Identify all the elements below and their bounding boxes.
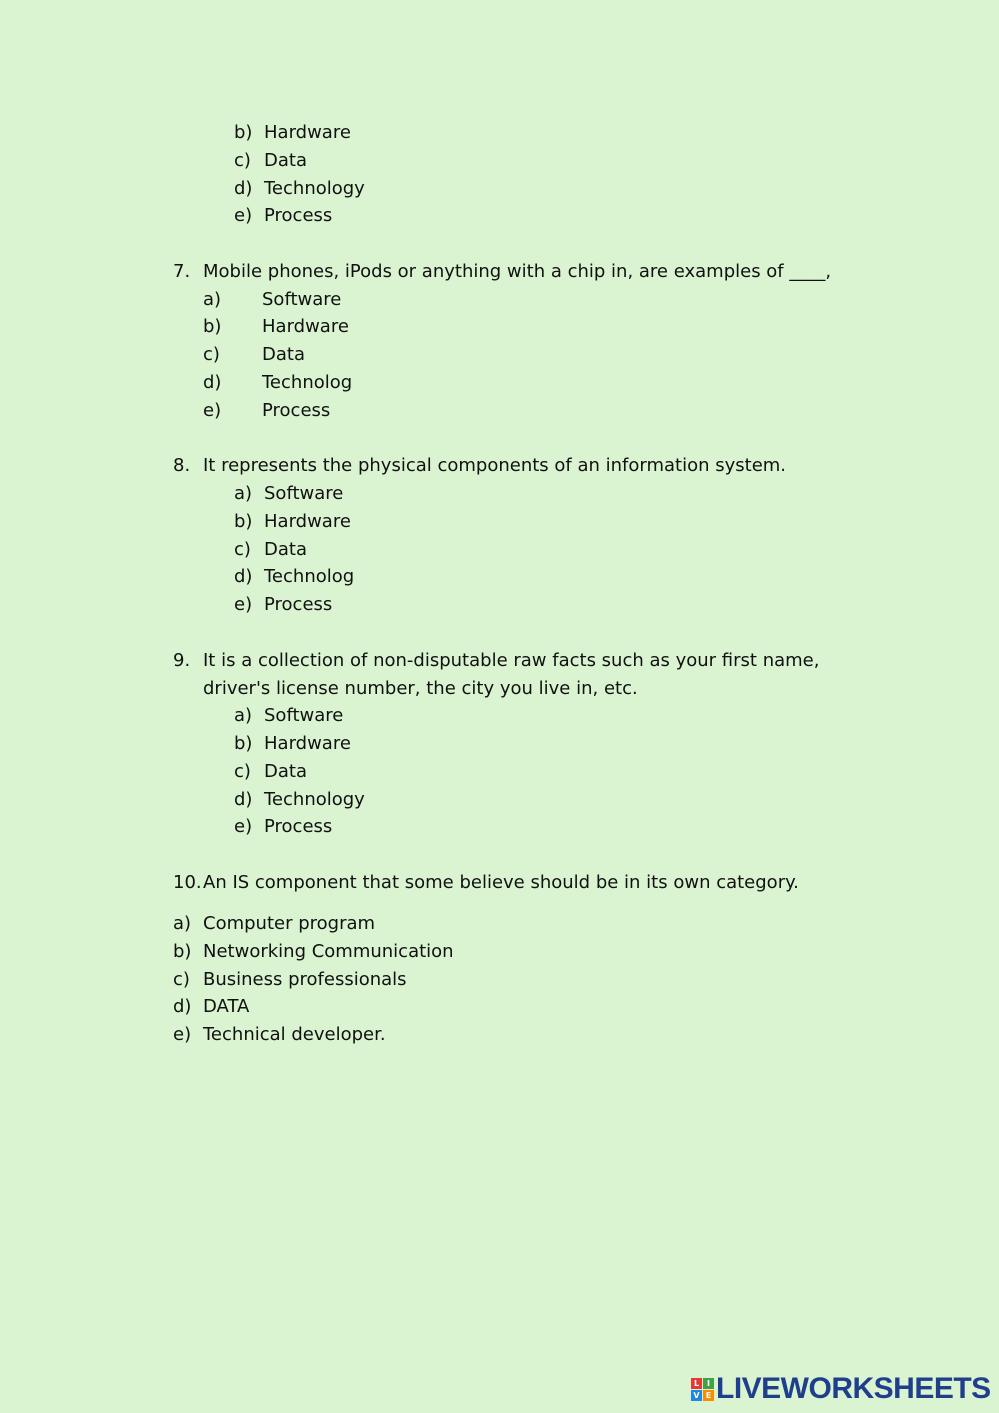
option-label: e) (203, 400, 222, 421)
logo-square: I (703, 1378, 714, 1389)
option-label: a) (203, 289, 222, 310)
question-stem: Mobile phones, iPods or anything with a chip in, are examples of ____, (203, 261, 832, 282)
option-text: DATA (203, 996, 250, 1017)
logo-icon (691, 1378, 714, 1401)
option-label: b) (234, 122, 253, 143)
option-item[interactable] (234, 816, 332, 838)
logo-square: E (703, 1390, 714, 1401)
option-text: Process (264, 205, 333, 226)
option-label: a) (234, 705, 253, 726)
option-item[interactable] (234, 539, 307, 561)
question-stem: An IS component that some believe should be in its own category. (203, 872, 799, 893)
option-item[interactable] (234, 705, 343, 727)
option-text: Technical developer. (203, 1024, 386, 1045)
option-label: e) (234, 594, 253, 615)
option-text: Networking Communication (203, 941, 454, 962)
option-label: c) (234, 150, 251, 171)
option-label: d) (234, 178, 253, 199)
question-text (173, 872, 799, 894)
option-label: e) (234, 816, 253, 837)
option-text: Data (262, 344, 305, 365)
option-label: c) (234, 539, 251, 560)
option-text: Technology (264, 178, 365, 199)
option-label: d) (234, 789, 253, 810)
question-stem: It represents the physical components of an information system. (203, 455, 787, 476)
option-item[interactable] (173, 1024, 386, 1046)
option-label: e) (234, 205, 253, 226)
question-stem: It is a collection of non-disputable raw facts such as your first name, (203, 650, 820, 671)
option-label: a) (234, 483, 253, 504)
option-text: Hardware (262, 316, 349, 337)
option-label: c) (203, 344, 220, 365)
question-text (173, 261, 831, 283)
option-item[interactable] (234, 733, 351, 755)
option-text: Software (264, 705, 344, 726)
option-text: Data (264, 761, 307, 782)
option-label: d) (173, 996, 192, 1017)
option-label: e) (173, 1024, 192, 1045)
option-text: Data (264, 539, 307, 560)
logo-text: LIVEWORKSHEETS (716, 1372, 991, 1405)
question-text-continued: driver's license number, the city you live in, etc. (203, 678, 638, 699)
option-item[interactable] (203, 372, 352, 394)
question-text (173, 455, 786, 477)
option-label: b) (234, 733, 253, 754)
option-label: b) (173, 941, 192, 962)
option-item[interactable] (234, 178, 365, 200)
option-text: Computer program (203, 913, 376, 934)
option-label: d) (203, 372, 222, 393)
logo-square: L (691, 1378, 702, 1389)
question-number: 8. (173, 455, 191, 476)
option-item[interactable] (234, 566, 354, 588)
option-item[interactable] (234, 594, 332, 616)
option-text: Process (264, 594, 333, 615)
option-item[interactable] (203, 289, 341, 311)
option-item[interactable] (234, 150, 307, 172)
option-item[interactable] (234, 789, 365, 811)
option-label: d) (234, 566, 253, 587)
option-text: Hardware (264, 511, 351, 532)
option-text: Software (264, 483, 344, 504)
option-label: b) (203, 316, 222, 337)
question-number: 10. (173, 872, 202, 893)
option-text: Technology (264, 789, 365, 810)
option-item[interactable] (173, 996, 249, 1018)
option-text: Technolog (262, 372, 353, 393)
option-text: Software (262, 289, 342, 310)
option-item[interactable] (234, 761, 307, 783)
option-item[interactable] (234, 122, 351, 144)
question-number: 9. (173, 650, 191, 671)
option-text: Data (264, 150, 307, 171)
option-text: Process (264, 816, 333, 837)
question-number: 7. (173, 261, 191, 282)
option-item[interactable] (203, 400, 330, 422)
option-item[interactable] (173, 941, 454, 963)
liveworksheets-logo[interactable] (691, 1373, 991, 1405)
option-text: Hardware (264, 122, 351, 143)
option-text: Process (262, 400, 331, 421)
option-text: Hardware (264, 733, 351, 754)
option-label: b) (234, 511, 253, 532)
option-item[interactable] (234, 483, 343, 505)
question-text (173, 650, 819, 672)
option-text: Technolog (264, 566, 355, 587)
option-label: c) (173, 969, 190, 990)
logo-square: V (691, 1390, 702, 1401)
option-item[interactable] (234, 205, 332, 227)
option-item[interactable] (203, 344, 305, 366)
option-label: a) (173, 913, 192, 934)
option-item[interactable] (234, 511, 351, 533)
option-item[interactable] (173, 913, 375, 935)
option-text: Business professionals (203, 969, 407, 990)
option-label: c) (234, 761, 251, 782)
option-item[interactable] (203, 316, 349, 338)
option-item[interactable] (173, 969, 407, 991)
